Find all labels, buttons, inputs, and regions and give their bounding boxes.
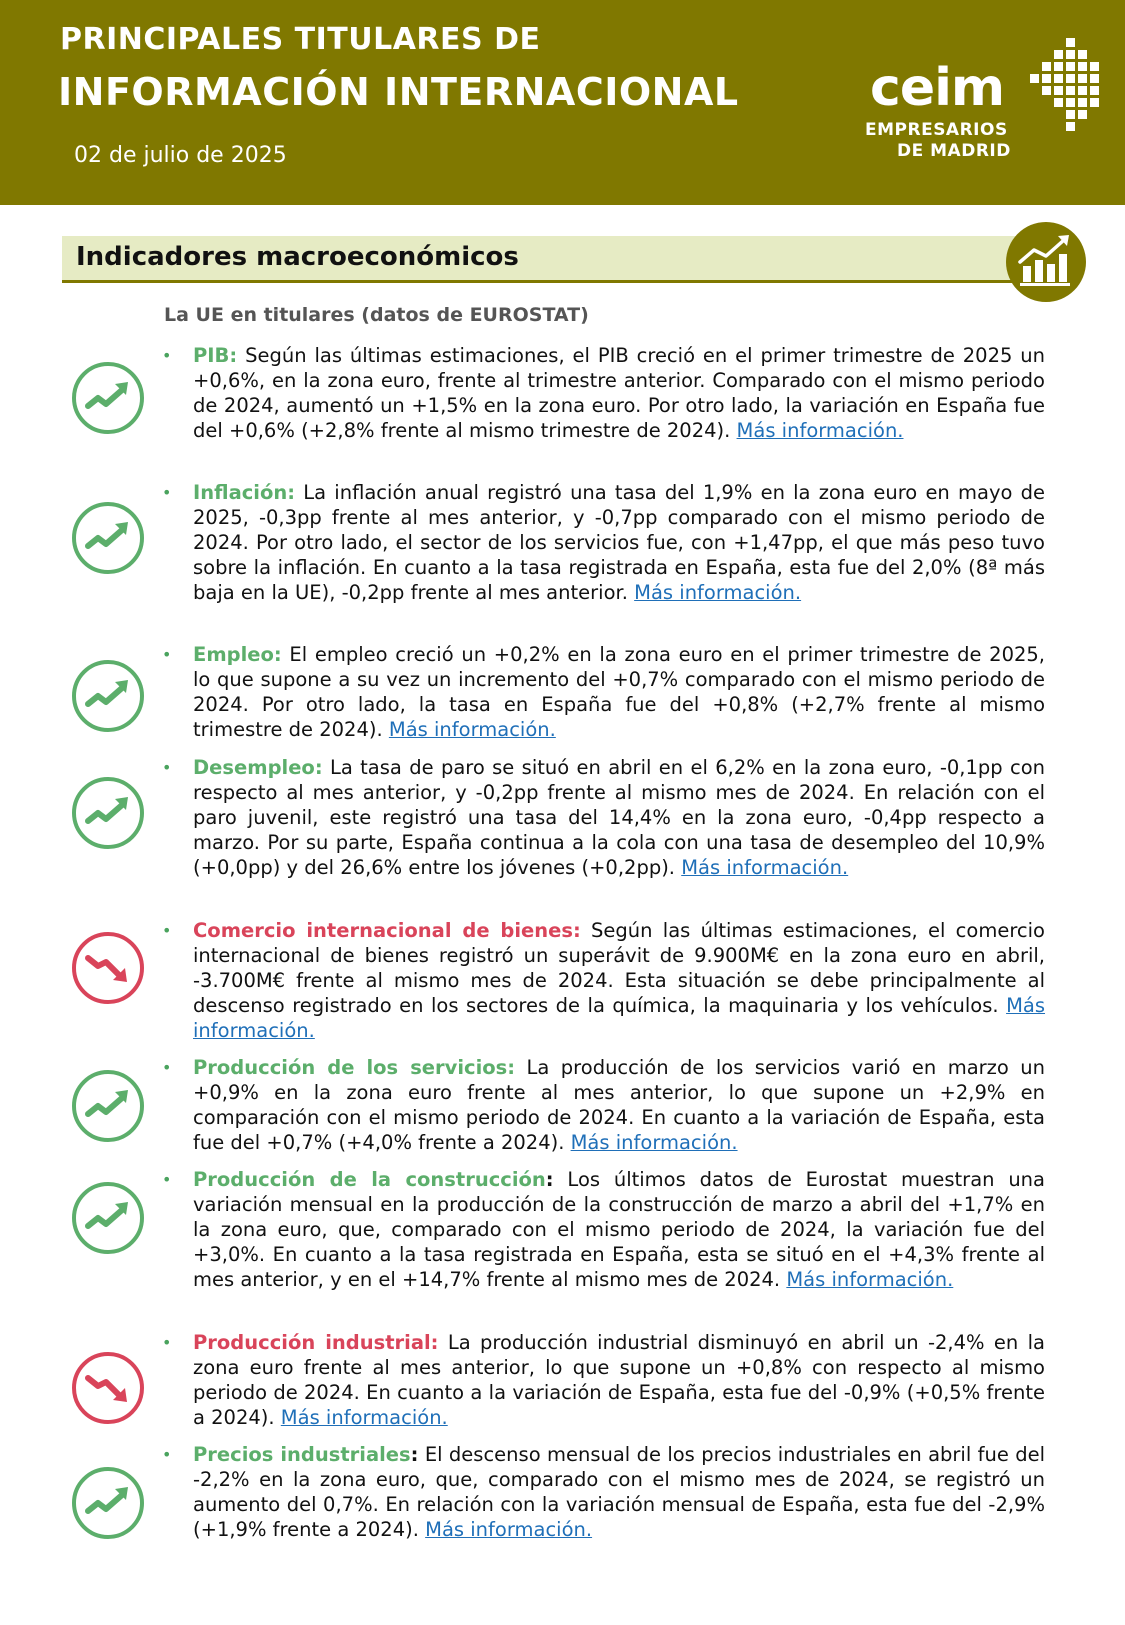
trend-up-icon	[70, 360, 146, 436]
bullet-icon: •	[162, 483, 172, 502]
trend-down-icon	[70, 1350, 146, 1426]
trend-up-icon	[70, 1180, 146, 1256]
bullet-icon: •	[162, 921, 172, 940]
indicator-label-colon: :	[410, 1443, 419, 1466]
logo-word: ceim	[870, 58, 1005, 118]
trend-up-icon	[70, 658, 146, 734]
logo-subtitle-line1: EMPRESARIOS	[865, 120, 1008, 140]
more-info-link[interactable]: Más información.	[570, 1131, 738, 1154]
bullet-icon: •	[162, 758, 172, 777]
trend-up-icon	[70, 500, 146, 576]
trend-down-icon	[70, 930, 146, 1006]
trend-up-icon	[70, 775, 146, 851]
indicator-body: El descenso mensual de los precios industriales en abril fue del -2,2% en la zona euro, que, comparado con el mismo mes de 2024, se registró un aumento del 0,7%. En relación con la variación mensual de España, esta fue del -2,9% (+1,9% frente a 2024).	[193, 1443, 1046, 1541]
more-info-link[interactable]: Más información.	[425, 1518, 593, 1541]
section-title: Indicadores macroeconómicos	[76, 242, 519, 272]
indicator-text	[193, 918, 1045, 1043]
header-banner	[0, 0, 1125, 205]
indicator-body: La tasa de paro se situó en abril en el 6,2% en la zona euro, -0,1pp con respecto al mes anterior, y -0,2pp frente al mismo mes de 2024. En relación con el paro juvenil, este registró una tasa del 14,4% en la zona euro, -0,4pp respecto a marzo. Por su parte, España continua a la cola con una tasa de desempleo del 10,9% (+0,0pp) y del 26,6% entre los jóvenes (+0,2pp).	[193, 756, 1045, 879]
indicator-body: La producción industrial disminuyó en abril un -2,4% en la zona euro frente al mes anterior, lo que supone un +0,8% con respecto al mismo periodo de 2024. En cuanto a la variación de España, esta fue del -0,9% (+0,5% frente a 2024).	[193, 1331, 1045, 1429]
trend-up-icon	[70, 1465, 146, 1541]
indicator-label: Inflación:	[193, 481, 296, 504]
indicator-body: Según las últimas estimaciones, el PIB creció en el primer trimestre de 2025 un +0,6%, en la zona euro, frente al trimestre anterior. Comparado con el mismo periodo de 2024, aumentó un +1,5% en la zona euro. Por otro lado, la variación en España fue del +0,6% (+2,8% frente al mismo trimestre de 2024).	[193, 344, 1045, 442]
more-info-link[interactable]: Más información.	[193, 994, 1046, 1042]
bullet-icon: •	[162, 645, 172, 664]
indicator-text	[193, 343, 1045, 443]
indicator-text	[193, 642, 1045, 742]
section-header	[62, 236, 1022, 283]
indicator-body: La inflación anual registró una tasa del 1,9% en la zona euro en mayo de 2025, -0,3pp frente al mes anterior, y -0,7pp comparado con el mismo periodo de 2024. Por otro lado, el sector de los servicios fue, con +1,47pp, el que más peso tuvo sobre la inflación. En cuanto a la tasa registrada en España, esta fue del 2,0% (8ª más baja en la UE), -0,2pp frente al mes anterior.	[193, 481, 1045, 604]
indicator-text	[193, 755, 1045, 880]
bullet-icon: •	[162, 1333, 172, 1352]
indicator-label: Precios industriales	[193, 1443, 411, 1466]
indicator-text	[193, 1055, 1045, 1155]
indicator-label: PIB:	[193, 344, 238, 367]
indicator-label: Producción de la construcción	[193, 1168, 546, 1191]
indicator-body: El empleo creció un +0,2% en la zona euro en el primer trimestre de 2025, lo que supone a su vez un incremento del +0,7% comparado con el mismo periodo de 2024. Por otro lado, la tasa en España fue del +0,8% (+2,7% frente al mismo trimestre de 2024).	[193, 643, 1045, 741]
more-info-link[interactable]: Más información.	[634, 581, 802, 604]
bullet-icon: •	[162, 1445, 172, 1464]
indicator-label: Empleo:	[193, 643, 282, 666]
ceim-logo	[860, 38, 1110, 168]
indicator-label-colon: :	[545, 1168, 554, 1191]
more-info-link[interactable]: Más información.	[786, 1268, 954, 1291]
logo-subtitle-line2: DE MADRID	[897, 141, 1011, 161]
header-date: 02 de julio de 2025	[74, 143, 287, 168]
bullet-icon: •	[162, 1170, 172, 1189]
header-title-line1: PRINCIPALES TITULARES DE	[60, 22, 541, 57]
indicator-label: Producción de los servicios:	[193, 1056, 516, 1079]
subtitle: La UE en titulares (datos de EUROSTAT)	[164, 304, 589, 326]
indicator-label: Desempleo:	[193, 756, 323, 779]
indicator-body: La producción de los servicios varió en marzo un +0,9% en la zona euro frente al mes anterior, lo que supone un +2,9% en comparación con el mismo periodo de 2024. En cuanto a la variación de España, esta fue del +0,7% (+4,0% frente a 2024).	[193, 1056, 1045, 1154]
more-info-link[interactable]: Más información.	[681, 856, 849, 879]
bar-chart-growth-icon	[1006, 222, 1086, 302]
header-title-line2: INFORMACIÓN INTERNACIONAL	[58, 70, 739, 114]
indicator-text	[193, 1442, 1045, 1542]
more-info-link[interactable]: Más información.	[736, 419, 904, 442]
indicator-label: Producción industrial:	[193, 1331, 439, 1354]
indicator-body: Los últimos datos de Eurostat muestran una variación mensual en la producción de la construcción de marzo a abril del +1,7% en la zona euro, que, comparado con el mismo periodo de 2024, la variación fue del +3,0%. En cuanto a la tasa registrada en España, esta se situó en el +4,3% frente al mes anterior, y en el +14,7% frente al mismo mes de 2024.	[193, 1168, 1045, 1291]
bullet-icon: •	[162, 346, 172, 365]
indicator-text	[193, 1330, 1045, 1430]
indicator-text	[193, 480, 1045, 605]
logo-pixel-grid-icon	[1030, 38, 1110, 143]
indicator-body: Según las últimas estimaciones, el comercio internacional de bienes registró un superávit de 9.900M€ en la zona euro en abril, -3.700M€ frente al mismo mes de 2024. Esta situación se debe principalmente al descenso registrado en los sectores de la química, la maquinaria y los vehículos.	[193, 919, 1045, 1017]
more-info-link[interactable]: Más información.	[280, 1406, 448, 1429]
more-info-link[interactable]: Más información.	[388, 718, 556, 741]
indicator-text	[193, 1167, 1045, 1292]
bullet-icon: •	[162, 1058, 172, 1077]
indicator-label: Comercio internacional de bienes:	[193, 919, 581, 942]
trend-up-icon	[70, 1068, 146, 1144]
